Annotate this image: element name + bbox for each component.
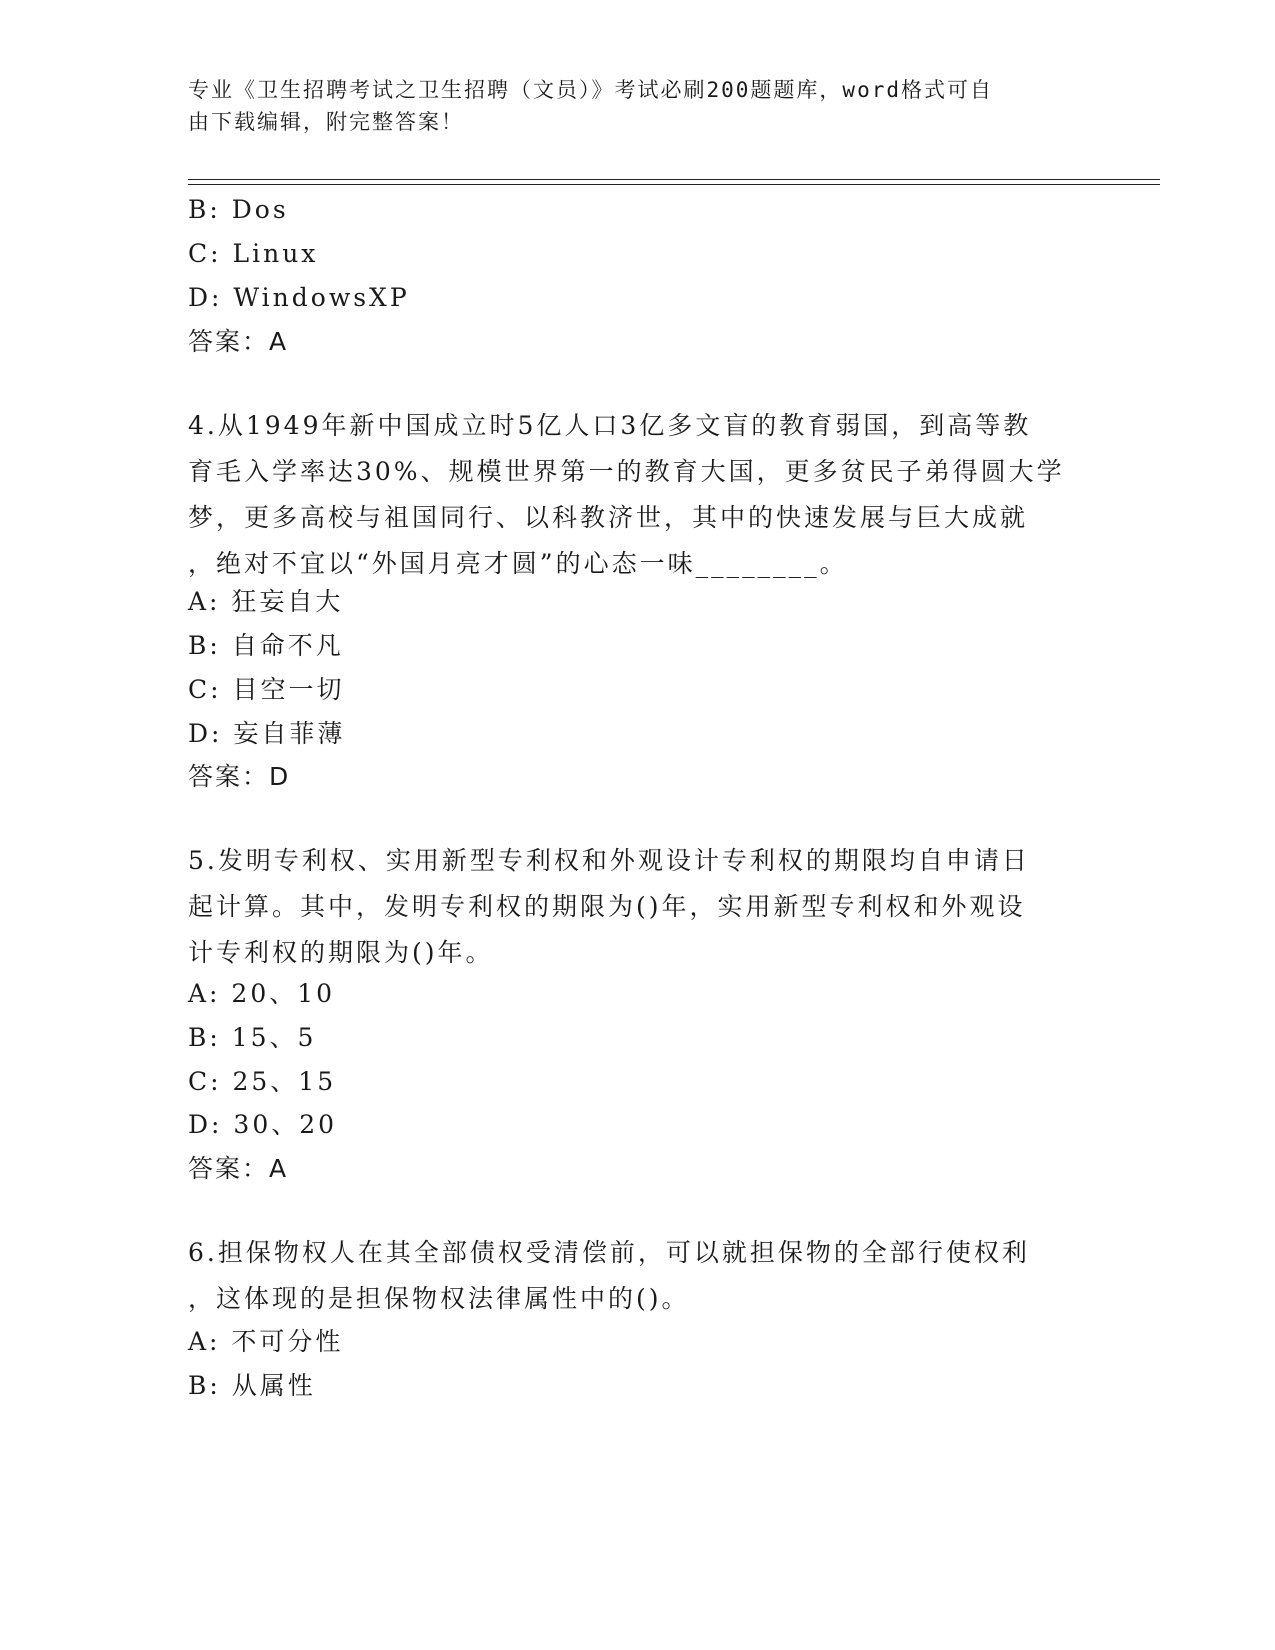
q5-option-d: D: 30、20 bbox=[188, 1110, 338, 1139]
q3-option-c: C: Linux bbox=[188, 239, 319, 268]
q5-option-b: B: 15、5 bbox=[188, 1023, 317, 1052]
q5-stem-line: 5.发明专利权、实用新型专利权和外观设计专利权的期限均自申请日 bbox=[188, 846, 1030, 875]
q4-option-c: C: 目空一切 bbox=[188, 675, 345, 704]
q5-answer: 答案：A bbox=[188, 1154, 289, 1183]
q3-option-d: D: WindowsXP bbox=[188, 283, 410, 312]
q4-option-a: A: 狂妄自大 bbox=[188, 587, 344, 616]
q5-stem bbox=[188, 838, 1088, 976]
q6-stem-line: 6.担保物权人在其全部债权受清偿前，可以就担保物的全部行使权利 bbox=[188, 1238, 1030, 1267]
q6-option-a: A: 不可分性 bbox=[188, 1327, 344, 1356]
header-line-2: 由下载编辑，附完整答案！ bbox=[188, 110, 464, 134]
q4-stem bbox=[188, 403, 1088, 587]
q5-option-a: A: 20、10 bbox=[188, 979, 336, 1008]
q3-answer: 答案：A bbox=[188, 327, 289, 356]
q5-stem-line: 计专利权的期限为()年。 bbox=[188, 938, 494, 967]
q4-stem-line: 梦，更多高校与祖国同行、以科教济世，其中的快速发展与巨大成就 bbox=[188, 503, 1029, 532]
q5-stem-line: 起计算。其中，发明专利权的期限为()年，实用新型专利权和外观设 bbox=[188, 892, 1026, 921]
q4-answer: 答案：D bbox=[188, 762, 291, 791]
q6-option-b: B: 从属性 bbox=[188, 1371, 316, 1400]
q6-stem-line: ，这体现的是担保物权法律属性中的()。 bbox=[188, 1284, 690, 1313]
q4-stem-line: 4.从1949年新中国成立时5亿人口3亿多文盲的教育弱国，到高等教 bbox=[188, 411, 1032, 440]
q6-stem bbox=[188, 1230, 1088, 1322]
document-header bbox=[188, 74, 1088, 138]
header-line-1: 专业《卫生招聘考试之卫生招聘（文员）》考试必刷200题题库，word格式可自 bbox=[188, 78, 993, 102]
header-divider-top bbox=[188, 179, 1160, 180]
q4-stem-line: 育毛入学率达30%、规模世界第一的教育大国，更多贫民子弟得圆大学 bbox=[188, 457, 1065, 486]
q4-option-b: B: 自命不凡 bbox=[188, 631, 344, 660]
q3-option-b: B: Dos bbox=[188, 195, 289, 224]
q5-option-c: C: 25、15 bbox=[188, 1067, 337, 1096]
header-divider-bottom bbox=[188, 184, 1160, 185]
q4-stem-line: ，绝对不宜以“外国月亮才圆”的心态一味________。 bbox=[188, 549, 848, 578]
q4-option-d: D: 妄自菲薄 bbox=[188, 719, 346, 748]
